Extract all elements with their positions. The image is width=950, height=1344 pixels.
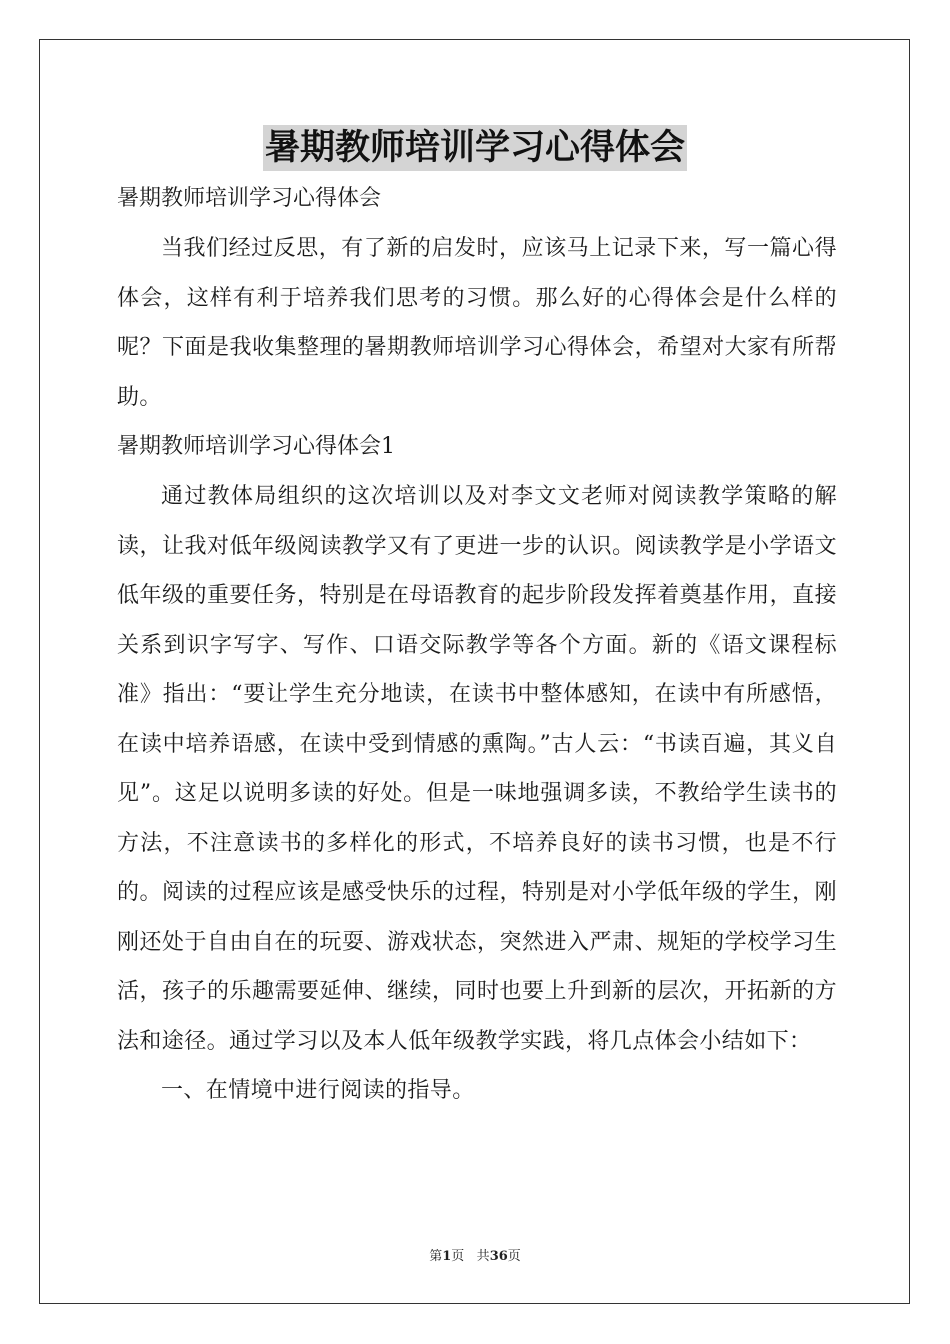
- document-subtitle: 暑期教师培训学习心得体会: [117, 186, 382, 211]
- footer-total-suffix: 页: [507, 1249, 521, 1264]
- document-body: [117, 174, 837, 1116]
- point-heading: 一、在情境中进行阅读的指导。: [161, 1078, 475, 1103]
- footer-page-number: 1: [442, 1249, 452, 1264]
- body-paragraph: 通过教体局组织的这次培训以及对李文文老师对阅读教学策略的解读，让我对低年级阅读教学又有了更进一步的认识。阅读教学是小学语文低年级的重要任务，特别是在母语教育的起步阶段发挥着奠基作用，直接关系到识字写字、写作、口语交际教学等各个方面。新的《语文课程标准》指出：“要让学生充分地读，在读书中整体感知，在读中有所感悟，在读中培养语感，在读中受到情感的熏陶。”古人云：“书读百遍，其义自见”。这足以说明多读的好处。但是一味地强调多读，不教给学生读书的方法，不注意读书的多样化的形式，不培养良好的读书习惯，也是不行的。阅读的过程应该是感受快乐的过程，特别是对小学低年级的学生，刚刚还处于自由自在的玩耍、游戏状态，突然进入严肃、规矩的学校学习生活，孩子的乐趣需要延伸、继续，同时也要上升到新的层次，开拓新的方法和途径。通过学习以及本人低年级教学实践，将几点体会小结如下：: [117, 484, 837, 1054]
- page-footer: [0, 1245, 950, 1264]
- footer-total-pages: 36: [489, 1249, 508, 1264]
- title-container: [0, 125, 950, 171]
- section-title: 暑期教师培训学习心得体会1: [117, 434, 395, 459]
- footer-total-prefix: 共: [476, 1249, 490, 1264]
- intro-paragraph: 当我们经过反思，有了新的启发时，应该马上记录下来，写一篇心得体会，这样有利于培养我们思考的习惯。那么好的心得体会是什么样的呢？下面是我收集整理的暑期教师培训学习心得体会，希望对大家有所帮助。: [117, 236, 837, 410]
- footer-page-suffix: 页: [451, 1249, 465, 1264]
- footer-page-prefix: 第: [429, 1249, 443, 1264]
- document-title: 暑期教师培训学习心得体会: [263, 125, 687, 171]
